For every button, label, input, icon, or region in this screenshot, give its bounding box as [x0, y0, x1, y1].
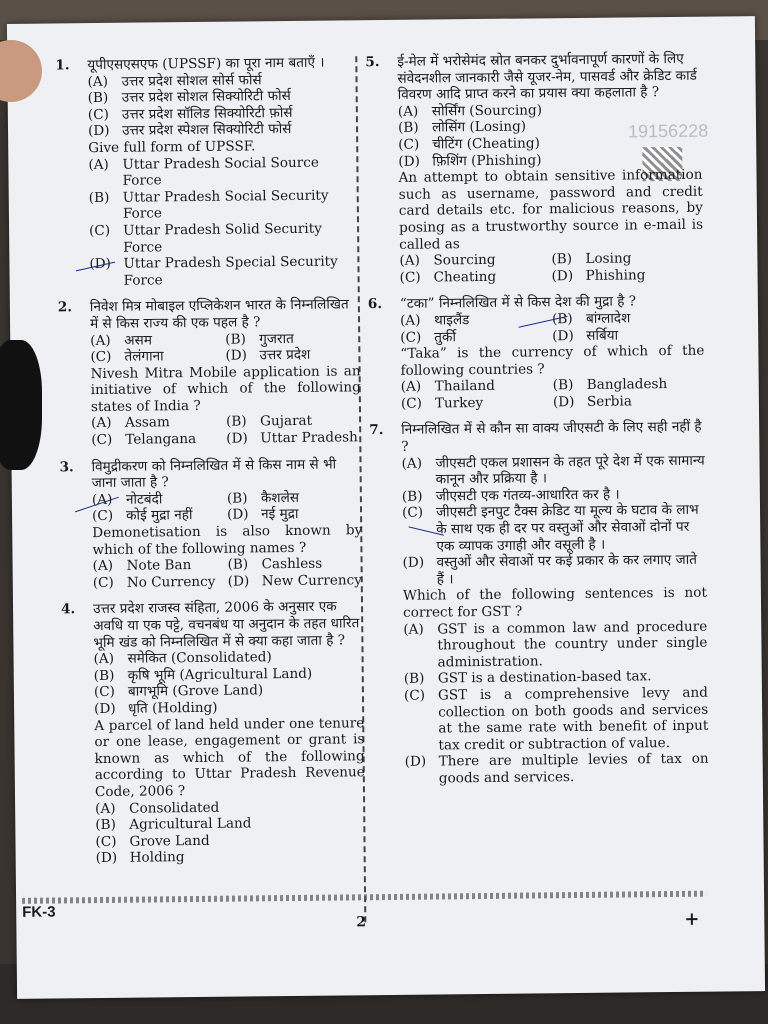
option-text: No Currency	[126, 573, 216, 591]
option-label: (D)	[552, 393, 575, 411]
option	[400, 268, 552, 286]
option-label: (B)	[401, 488, 423, 505]
option-label: (C)	[87, 106, 109, 123]
option	[405, 751, 709, 787]
option-text: समेकित (Consolidated)	[127, 649, 272, 667]
option-label: (A)	[93, 651, 115, 668]
option-label: (A)	[399, 252, 420, 269]
option-label: (B)	[226, 490, 248, 507]
question-5	[365, 51, 703, 287]
option	[401, 394, 553, 412]
question-number: 4.	[60, 601, 76, 618]
option-row	[400, 310, 704, 330]
option-text: Consolidated	[129, 799, 220, 817]
option-label: (D)	[227, 573, 250, 590]
option-row	[93, 572, 363, 591]
option-label: (C)	[92, 574, 114, 591]
option	[551, 250, 703, 268]
option-label: (C)	[93, 684, 116, 701]
option-text: धृति (Holding)	[128, 699, 218, 717]
option	[92, 507, 227, 525]
option-label: (C)	[91, 508, 114, 525]
option-text: जीएसटी एकल प्रशासन के तहत पूरे देश में एक सामान्य कानून और प्रक्रिया है ।	[435, 452, 705, 488]
option-label: (B)	[226, 413, 247, 431]
option-text: कोई मुद्रा नहीं	[125, 507, 193, 525]
option	[228, 572, 363, 590]
option-text: GST is a comprehensive levy and collection on both goods and services at the same rate with benefit of input tax credit or subtraction of value.	[437, 684, 709, 754]
option-label: (A)	[91, 491, 113, 508]
option-text: जीएसटी इनपुट टैक्स क्रेडिट या मूल्य के घटाव के लाभ के साथ एक ही दर पर वस्तुओं और सेवाओं दोनों पर एक व्यापक उगाही और वसूली है ।	[435, 502, 699, 555]
question-text-english: A parcel of land held under one tenure or one lease, engagement or grant is known as which of the following according to Uttar Pradesh Revenue Code, 2006 ?	[94, 714, 365, 801]
option	[226, 429, 361, 447]
option-label: (C)	[399, 269, 421, 286]
option-label: (D)	[95, 850, 118, 867]
option-label: (A)	[397, 103, 419, 120]
option-text: उत्तर प्रदेश स्पेशल सिक्योरिटी फोर्स	[121, 121, 292, 140]
option-label: (B)	[88, 189, 110, 206]
question-text-hindi: उत्तर प्रदेश राजस्व संहिता, 2006 के अनुसार एक अवधि या एक पट्टे, वचनबंध या अनुदान के तहत धारित भूमि खंड को निम्नलिखित में से क्या कहा जाता है ?	[92, 598, 360, 651]
option-label: (B)	[95, 816, 117, 834]
option	[90, 331, 225, 349]
option-text: जीएसटी एक गंतव्य-आधारित कर है ।	[435, 486, 620, 505]
option-label: (D)	[94, 700, 116, 718]
option-label: (D)	[552, 327, 574, 344]
option-label: (C)	[90, 348, 112, 366]
option	[553, 393, 705, 411]
option-row	[92, 489, 362, 508]
option-label: (A)	[399, 312, 421, 329]
option-text: Uttar Pradesh Social Security Force	[122, 187, 329, 223]
option	[399, 251, 551, 269]
question-number: 7.	[369, 422, 384, 439]
option-row	[401, 393, 705, 413]
option-text: Grove Land	[129, 832, 210, 850]
question-4	[61, 599, 366, 868]
option-label: (A)	[401, 455, 423, 472]
option-label: (B)	[227, 556, 249, 573]
exam-paper-page	[7, 16, 765, 999]
option-text: सर्बिया	[586, 327, 619, 344]
plus-icon: +	[684, 908, 700, 930]
option-label: (B)	[225, 330, 246, 348]
option	[89, 220, 359, 256]
binder-clip	[0, 340, 42, 470]
option	[402, 502, 707, 555]
option-label: (A)	[87, 73, 109, 90]
option-text: Assam	[125, 414, 170, 432]
option-label: (A)	[95, 800, 116, 817]
option-label: (B)	[552, 377, 574, 394]
option-text: Turkey	[434, 394, 484, 412]
option	[227, 489, 362, 507]
option-text: Note Ban	[126, 557, 192, 574]
question-number: 6.	[367, 296, 383, 313]
option	[553, 376, 705, 394]
option-text: Telangana	[125, 431, 197, 448]
option-text: New Currency	[261, 572, 362, 590]
option-row	[91, 429, 361, 448]
option-text: Bangladesh	[586, 376, 668, 394]
question-1	[55, 54, 359, 289]
option-text: Losing	[585, 250, 632, 268]
option	[552, 266, 704, 284]
question-6	[368, 293, 705, 413]
option-label: (B)	[93, 667, 115, 684]
option-text: There are multiple levies of tax on goods and services.	[438, 750, 709, 787]
option-label: (D)	[226, 506, 249, 524]
page-number: 2	[356, 914, 367, 931]
option	[552, 326, 704, 344]
option-text: Sourcing	[433, 251, 496, 269]
option-label: (A)	[88, 156, 109, 173]
option	[401, 378, 553, 396]
option	[89, 253, 359, 289]
option	[89, 187, 359, 223]
option-label: (A)	[92, 558, 114, 575]
question-7	[369, 419, 709, 788]
left-column	[55, 54, 366, 877]
option-text: फ़िशिंग (Phishing)	[432, 151, 542, 170]
question-text-english: “Taka” is the currency of which of the following countries ?	[400, 342, 705, 379]
option	[93, 573, 228, 591]
option-text: कृषि भूमि (Agricultural Land)	[127, 665, 313, 684]
option-text: उत्तर प्रदेश सॉलिड सिक्योरिटी फ़ोर्स	[121, 104, 293, 123]
question-number: 5.	[365, 54, 380, 71]
watermark: 19156228	[627, 120, 709, 142]
right-column	[365, 51, 709, 798]
option-label: (D)	[398, 153, 420, 170]
option	[401, 452, 705, 488]
option	[88, 154, 358, 190]
option-text: GST is a destination-based tax.	[437, 668, 652, 687]
option-text: तुर्की	[434, 328, 457, 345]
option-text: बागभूमि (Grove Land)	[127, 682, 264, 701]
option-label: (D)	[226, 430, 248, 447]
question-number: 3.	[59, 458, 74, 476]
option	[225, 346, 360, 364]
option-label: (D)	[225, 347, 248, 364]
option-text: Uttar Pradesh	[260, 429, 358, 447]
option-text: नई मुद्रा	[260, 506, 299, 523]
question-text-english: Which of the following sentences is not correct for GST ?	[402, 585, 707, 621]
option-text: उत्तर प्रदेश	[259, 346, 311, 364]
option-text: Uttar Pradesh Special Security Force	[123, 253, 338, 289]
option-text: Uttar Pradesh Social Source Force	[122, 154, 319, 189]
option-row	[400, 266, 704, 286]
option-label: (C)	[403, 687, 426, 704]
option-text: गुजरात	[259, 330, 294, 347]
option	[226, 413, 361, 431]
option-label: (A)	[91, 415, 112, 432]
option-text: वस्तुओं और सेवाओं पर कई प्रकार के कर लगाए जाते हैं ।	[436, 551, 698, 588]
option-label: (A)	[400, 378, 422, 396]
option	[404, 685, 709, 755]
option-text: लोसिंग (Losing)	[431, 118, 527, 136]
option-text: उत्तर प्रदेश सोशल सिक्योरिटी फोर्स	[121, 88, 291, 106]
option	[400, 328, 552, 346]
question-text-hindi: यूपीएसएसएफ (UPSSF) का पूरा नाम बताएँ ।	[87, 54, 325, 74]
option-text: तेलंगाना	[124, 348, 164, 365]
option	[227, 506, 362, 524]
option-text: थाइलैंड	[433, 312, 470, 329]
option-label: (C)	[401, 505, 424, 522]
question-text-english: An attempt to obtain sensitive information such as username, password and credit card details etc. for malicious reasons, by posing as a trustworthy source in e-mail is called as	[398, 166, 704, 253]
option-label: (D)	[402, 554, 425, 572]
option-label: (B)	[551, 251, 573, 268]
question-text-english: Demonetisation is also known by which of the following names ?	[92, 522, 363, 558]
question-2	[58, 297, 362, 449]
option-text: Cashless	[261, 555, 323, 573]
option	[90, 348, 225, 366]
option-text: Uttar Pradesh Solid Security Force	[123, 220, 322, 256]
option-text: कैशलेस	[260, 489, 300, 507]
option	[93, 557, 228, 575]
option-text: बांग्लादेश	[585, 310, 631, 327]
question-text-english: Give full form of UPSSF.	[88, 138, 256, 157]
option	[403, 618, 708, 671]
option-text: सोर्सिंग (Sourcing)	[431, 102, 543, 120]
option-label: (B)	[551, 310, 573, 328]
option	[91, 431, 226, 449]
option	[402, 552, 706, 588]
option-text: Serbia	[586, 393, 633, 410]
option-text: Cheating	[433, 268, 497, 286]
option-text: उत्तर प्रदेश सोशल सोर्स फोर्स	[121, 71, 262, 90]
option-label: (B)	[87, 90, 109, 107]
option-text: Agricultural Land	[129, 815, 252, 833]
option-label: (C)	[398, 136, 420, 153]
option	[552, 310, 704, 328]
question-text-hindi: ई-मेल में भरोसेमंद स्रोत बनकर दुर्भावनापूर्ण कारणों के लिए संवेदनशील जानकारी जैसे यूजर-नेम, पासवर्ड और क्रेडिट कार्ड विवरण आदि प्राप्त करने का प्रयास क्या कहलाता है ?	[397, 50, 697, 104]
option-label: (B)	[397, 120, 419, 137]
option-text: असम	[124, 331, 153, 349]
option-text: Holding	[129, 849, 185, 867]
option-text: Gujarat	[260, 413, 313, 430]
question-text-hindi: निम्नलिखित में से कौन सा वाक्य जीएसटी के लिए सही नहीं है ?	[401, 419, 702, 455]
option	[225, 330, 360, 348]
option-label: (D)	[89, 255, 112, 273]
question-text-english: Nivesh Mitra Mobile application is an initiative of which of the following states of India ?	[90, 362, 361, 415]
option-label: (B)	[403, 670, 425, 688]
option	[91, 414, 226, 432]
question-text-hindi: निवेश मित्र मोबाइल एप्लिकेशन भारत के निम्नलिखित में से किस राज्य की एक पहल है ?	[89, 296, 349, 332]
question-text-hindi: “टका” निम्नलिखित में से किस देश की मुद्रा है ?	[399, 293, 637, 313]
option-label: (D)	[404, 753, 427, 771]
booklet-code: FK-3	[22, 903, 56, 921]
option-label: (C)	[91, 431, 113, 449]
question-number: 2.	[57, 299, 73, 316]
question-number: 1.	[55, 57, 70, 74]
option-text: चीटिंग (Cheating)	[432, 135, 540, 153]
option-text: नोटबंदी	[125, 491, 163, 508]
option-label: (C)	[95, 833, 117, 850]
option-label: (D)	[87, 123, 110, 140]
option-text: Thailand	[434, 378, 496, 395]
option	[400, 311, 552, 329]
option-label: (C)	[89, 222, 111, 240]
question-text-hindi: विमुद्रीकरण को निम्नलिखित में से किस नाम से भी जाना जाता है ?	[91, 456, 337, 492]
option-text: GST is a common law and procedure throughout the country under single administration.	[437, 618, 708, 671]
option-label: (D)	[551, 267, 574, 284]
question-3	[59, 456, 362, 592]
option-text: Phishing	[585, 266, 646, 284]
option-label: (C)	[400, 329, 422, 346]
option-label: (C)	[400, 395, 423, 412]
option	[228, 555, 363, 573]
option-label: (A)	[403, 621, 424, 638]
option	[96, 848, 366, 867]
option-label: (A)	[90, 332, 111, 349]
